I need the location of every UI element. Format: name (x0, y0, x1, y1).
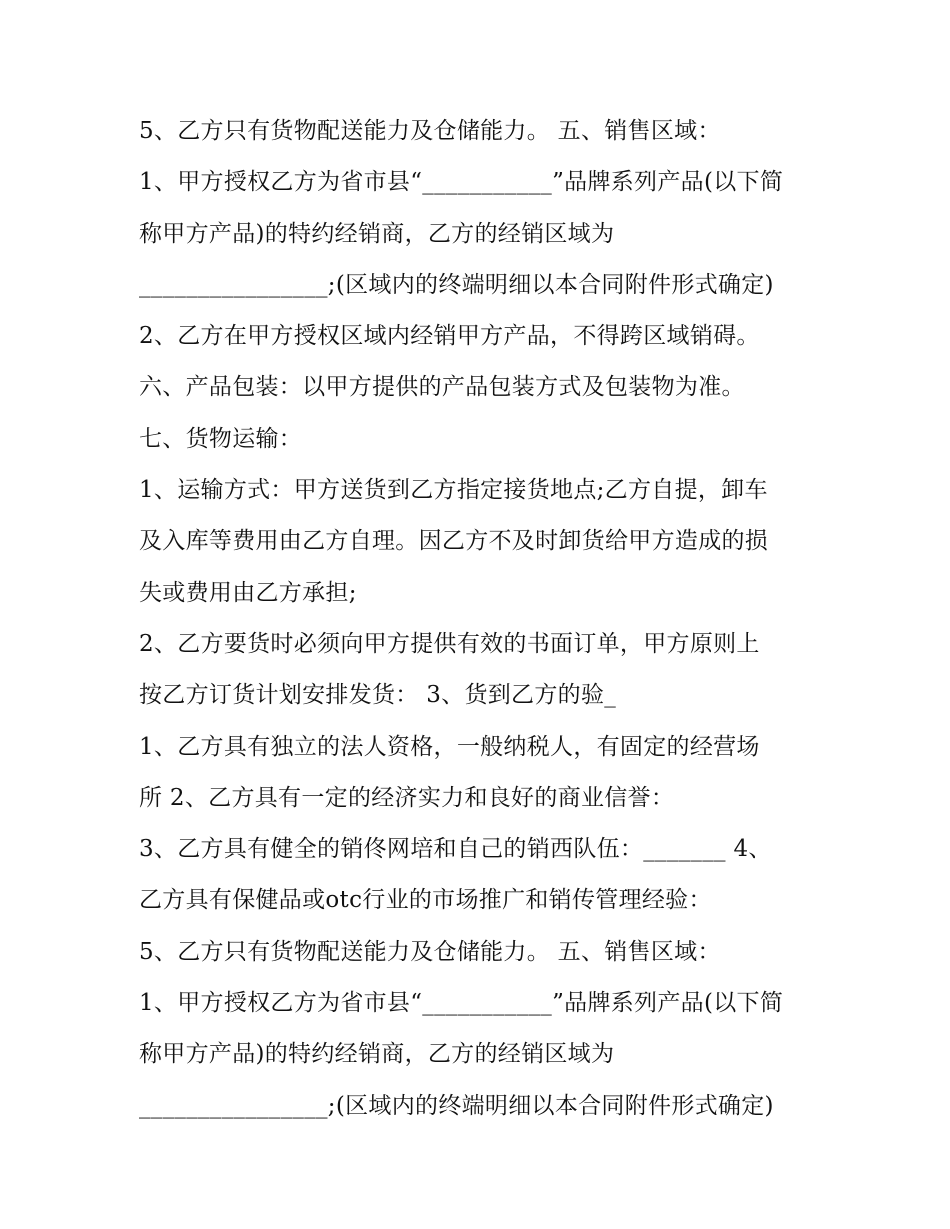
document-body (139, 106, 839, 1132)
text-line: ________________;(区域内的终端明细以本合同附件形式确定) (139, 271, 774, 298)
text-line: 所 2、乙方具有一定的经济实力和良好的商业信誉： (139, 784, 675, 811)
text-line: 2、乙方在甲方授权区域内经销甲方产品，不得跨区域销碍。 (139, 323, 760, 350)
text-line: 1、甲方授权乙方为省市县“___________”品牌系列产品(以下简 (139, 169, 784, 196)
text-line: 按乙方订货计划安排发货： 3、货到乙方的验_ (139, 682, 617, 709)
text-line: 5、乙方只有货物配送能力及仓储能力。 五、销售区域： (139, 938, 721, 965)
text-line: 及入库等费用由乙方自理。因乙方不及时卸货给甲方造成的损 (139, 528, 769, 555)
text-line: 称甲方产品)的特约经销商，乙方的经销区域为 (139, 220, 615, 247)
text-line: 5、乙方只有货物配送能力及仓储能力。 五、销售区域： (139, 118, 721, 144)
text-line: 称甲方产品)的特约经销商，乙方的经销区域为 (139, 1041, 615, 1068)
text-line: 3、乙方具有健全的销佟网培和自己的销西队伍：_______ 4、 (139, 836, 772, 863)
text-line: 失或费用由乙方承担; (139, 579, 357, 606)
text-line: 1、乙方具有独立的法人资格，一般纳税人，有固定的经营场 (139, 733, 760, 760)
text-line: 1、运输方式：甲方送货到乙方指定接货地点;乙方自提，卸车 (139, 477, 768, 504)
text-line: 乙方具有保健品或otc行业的市场推广和销传管理经验： (139, 887, 712, 914)
text-line: 2、乙方要货时必须向甲方提供有效的书面订单，甲方原则上 (139, 630, 760, 657)
text-line: ________________;(区域内的终端明细以本合同附件形式确定) (139, 1092, 774, 1119)
text-line: 1、甲方授权乙方为省市县“___________”品牌系列产品(以下简 (139, 990, 784, 1017)
text-line: 七、货物运输： (139, 425, 303, 452)
text-line: 六、产品包装：以甲方提供的产品包装方式及包装物为准。 (139, 374, 745, 401)
